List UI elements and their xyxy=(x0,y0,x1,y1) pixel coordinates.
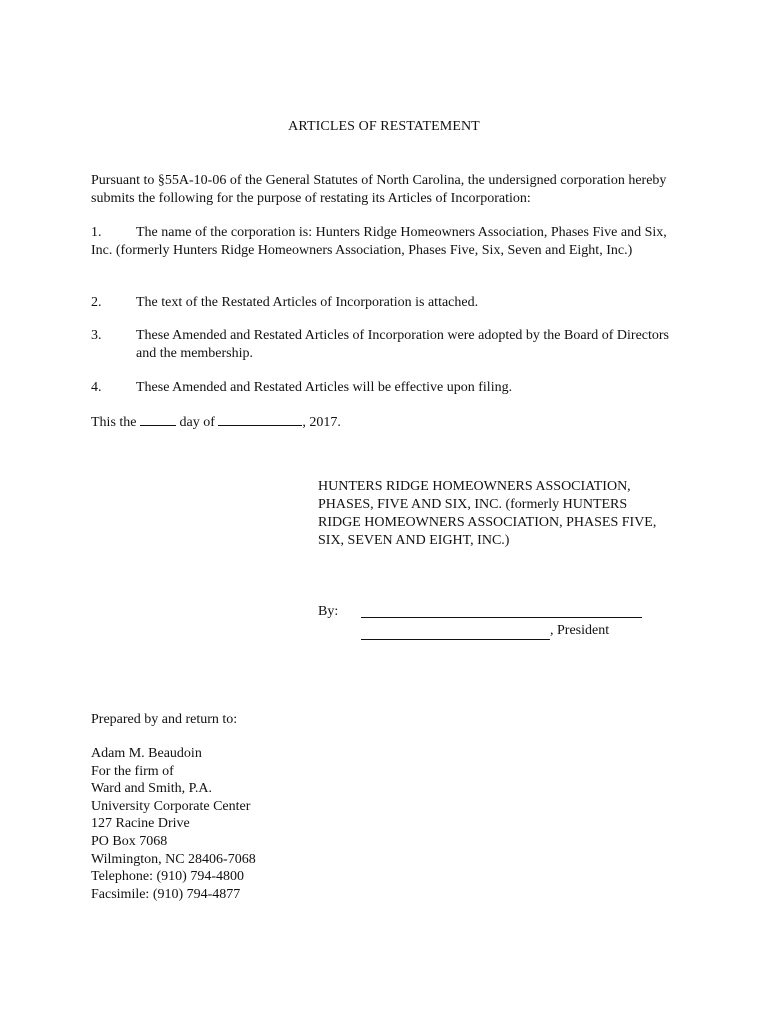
intro-paragraph: Pursuant to §55A-10-06 of the General Statutes of North Carolina, the undersigned corporation hereby submits the following for the purpose of restating its Articles of Incorporation: xyxy=(91,173,667,206)
signature-line[interactable] xyxy=(361,603,642,618)
item-number: 3. xyxy=(91,328,102,343)
article-item xyxy=(91,294,671,312)
address-line: Telephone: (910) 794-4800 xyxy=(91,869,244,885)
address-line: Wilmington, NC 28406-7068 xyxy=(91,851,256,867)
article-item xyxy=(91,379,671,397)
dateline-prefix: This the xyxy=(91,415,137,430)
corporation-name-block: HUNTERS RIDGE HOMEOWNERS ASSOCIATION, PHASES, FIVE AND SIX, INC. (formerly HUNTERS RIDGE HOMEOWNERS ASSOCIATION, PHASES FIVE, SIX, SEVEN AND EIGHT, INC.) xyxy=(318,479,657,548)
day-blank[interactable] xyxy=(140,412,176,426)
return-address xyxy=(91,745,256,903)
item-text: The text of the Restated Articles of Incorporation is attached. xyxy=(136,295,479,310)
address-line: For the firm of xyxy=(91,763,174,779)
president-title: , President xyxy=(550,623,610,638)
by-label: By: xyxy=(318,604,339,619)
dateline-suffix: , 2017. xyxy=(302,415,341,430)
address-line: PO Box 7068 xyxy=(91,833,168,849)
article-item xyxy=(91,224,671,260)
president-name-line[interactable] xyxy=(361,625,550,640)
address-line: University Corporate Center xyxy=(91,798,251,814)
address-line: Ward and Smith, P.A. xyxy=(91,781,212,797)
article-item xyxy=(91,327,671,363)
prepared-by-label: Prepared by and return to: xyxy=(91,712,238,727)
date-line xyxy=(91,412,341,432)
item-number: 2. xyxy=(91,295,102,310)
president-row xyxy=(361,622,609,640)
item-text: These Amended and Restated Articles will be effective upon filing. xyxy=(136,380,513,395)
item-text: These Amended and Restated Articles of Incorporation were adopted by the Board of Directors and the membership. xyxy=(136,328,669,361)
month-blank[interactable] xyxy=(218,412,302,426)
address-line: 127 Racine Drive xyxy=(91,816,190,832)
address-line: Facsimile: (910) 794-4877 xyxy=(91,886,241,902)
address-line: Adam M. Beaudoin xyxy=(91,746,202,761)
document-title: ARTICLES OF RESTATEMENT xyxy=(288,119,480,134)
dateline-middle: day of xyxy=(179,415,215,430)
item-number: 1. xyxy=(91,225,102,240)
item-text: The name of the corporation is: Hunters Ridge Homeowners Association, Phases Five and Six, Inc. (formerly Hunters Ridge Homeowners Association, Phases Five, Six, Seven and Eight, Inc.) xyxy=(91,225,667,258)
item-number: 4. xyxy=(91,380,102,395)
